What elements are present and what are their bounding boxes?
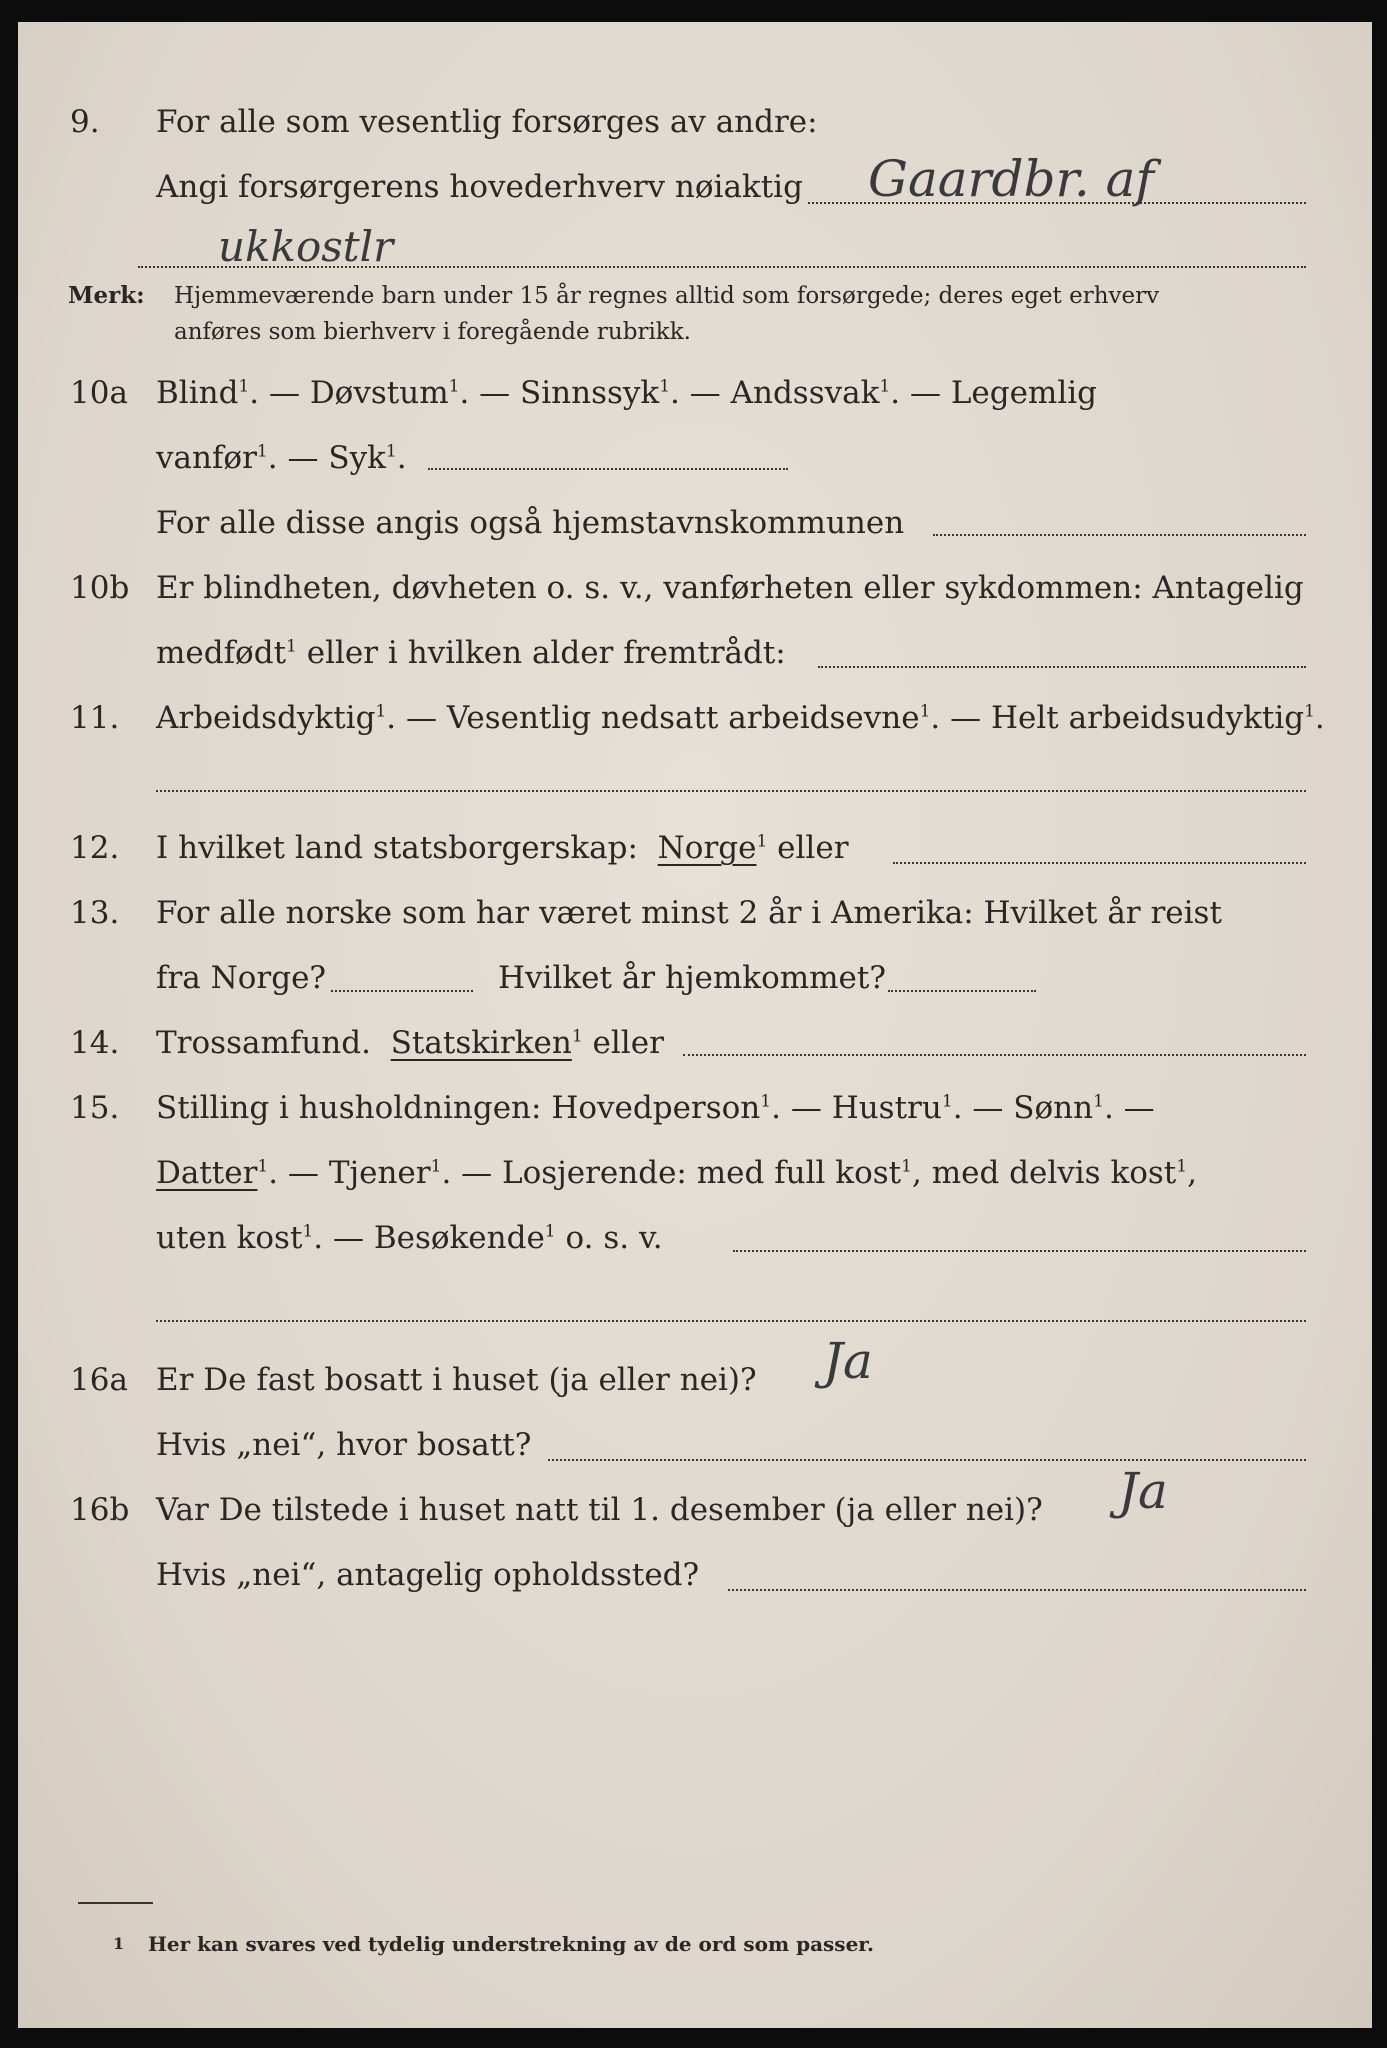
question-text: Hvis „nei“, hvor bosatt? [156,1427,532,1463]
answer-line [888,990,1036,992]
question-15-row-1 [18,1090,1372,1140]
question-text: Hvis „nei“, antagelig opholdssted? [156,1557,700,1593]
answer-line [683,1054,1306,1056]
note-text: anføres som bierhverv i foregående rubrikk. [174,319,691,345]
question-16b-row-1 [18,1492,1372,1542]
handwritten-answer: Gaardbr. af [868,150,1154,208]
question-text: Angi forsørgerens hovederhverv nøiaktig [156,169,803,205]
answer-line [733,1250,1306,1252]
question-10b-row-2 [18,635,1372,685]
question-text: uten kost$^1$. — Besøkende$^1$ o. s. v. [156,1220,663,1256]
answer-line [331,990,473,992]
form-page [18,22,1372,2028]
question-10a-row-1 [18,375,1372,425]
question-9-row-2 [18,169,1372,219]
answer-line [933,534,1306,536]
question-number: 15. [70,1090,120,1126]
question-text: vanfør$^1$. — Syk$^1$. [156,440,407,476]
handwritten-answer: Ja [823,1332,873,1390]
answer-line [893,862,1306,864]
question-number: 10b [70,570,130,606]
question-text: For alle som vesentlig forsørges av andre: [156,104,818,140]
question-13-row-1 [18,895,1372,945]
answer-line [156,790,1306,792]
question-number: 13. [70,895,120,931]
question-11-row [18,700,1372,750]
underlined-answer: Norge [657,830,757,866]
question-text: I hvilket land statsborgerskap: Norge$^1$ eller [156,830,849,866]
question-number: 16b [70,1492,130,1528]
question-10a-row-3 [18,505,1372,555]
question-text: Er De fast bosatt i huset (ja eller nei)? [156,1362,757,1398]
question-text: Blind$^1$. — Døvstum$^1$. — Sinnssyk$^1$. — Andssvak$^1$. — Legemlig [156,375,1098,411]
question-10b-row-1 [18,570,1372,620]
handwritten-answer: ukkostlr [218,222,394,271]
answer-line [548,1459,1306,1461]
question-16a-row-1 [18,1362,1372,1412]
question-number: 11. [70,700,120,736]
footnote-marker: 1 [113,1934,125,1953]
question-number: 14. [70,1025,120,1061]
question-text: For alle norske som har været minst 2 år i Amerika: Hvilket år reist [156,895,1222,931]
question-number: 10a [70,375,128,411]
underlined-answer: Datter [156,1155,258,1191]
answer-line [818,666,1306,668]
question-text: Arbeidsdyktig$^1$. — Vesentlig nedsatt arbeidsevne$^1$. — Helt arbeidsudyktig$^1$. [156,700,1325,736]
question-text: medfødt$^1$ eller i hvilken alder fremtrådt: [156,635,786,671]
question-text: Stilling i husholdningen: Hovedperson$^1$. — Hustru$^1$. — Sønn$^1$. — [156,1090,1155,1126]
question-number: 9. [70,104,100,140]
question-16b-row-2 [18,1557,1372,1607]
question-number: 16a [70,1362,128,1398]
question-9-row-1 [18,104,1372,154]
footnote-rule [78,1902,153,1904]
question-text: For alle disse angis også hjemstavnskommunen [156,505,905,541]
note-label: Merk: [68,282,145,309]
answer-line [728,1589,1306,1591]
question-16a-row-2 [18,1427,1372,1477]
question-10a-row-2 [18,440,1372,490]
question-text: Trossamfund. Statskirken$^1$ eller [156,1025,664,1061]
question-13-row-2 [18,960,1372,1010]
question-text: Er blindheten, døvheten o. s. v., vanførheten eller sykdommen: Antagelig [156,570,1304,606]
question-12-row [18,830,1372,880]
footnote-text: Her kan svares ved tydelig understrekning av de ord som passer. [148,1932,874,1956]
question-number: 12. [70,830,120,866]
answer-line [156,1320,1306,1322]
question-15-row-2 [18,1155,1372,1205]
question-text: fra Norge? [156,960,327,996]
question-14-row [18,1025,1372,1075]
question-text: Hvilket år hjemkommet? [498,960,886,996]
question-15-row-3 [18,1220,1372,1270]
question-text: Datter$^1$. — Tjener$^1$. — Losjerende: med full kost$^1$, med delvis kost$^1$, [156,1155,1197,1191]
note-text: Hjemmeværende barn under 15 år regnes alltid som forsørgede; deres eget erhverv [174,283,1160,309]
answer-line [428,468,788,470]
question-text: Var De tilstede i huset natt til 1. desember (ja eller nei)? [156,1492,1043,1528]
handwritten-answer: Ja [1118,1462,1168,1520]
underlined-answer: Statskirken [390,1025,572,1061]
